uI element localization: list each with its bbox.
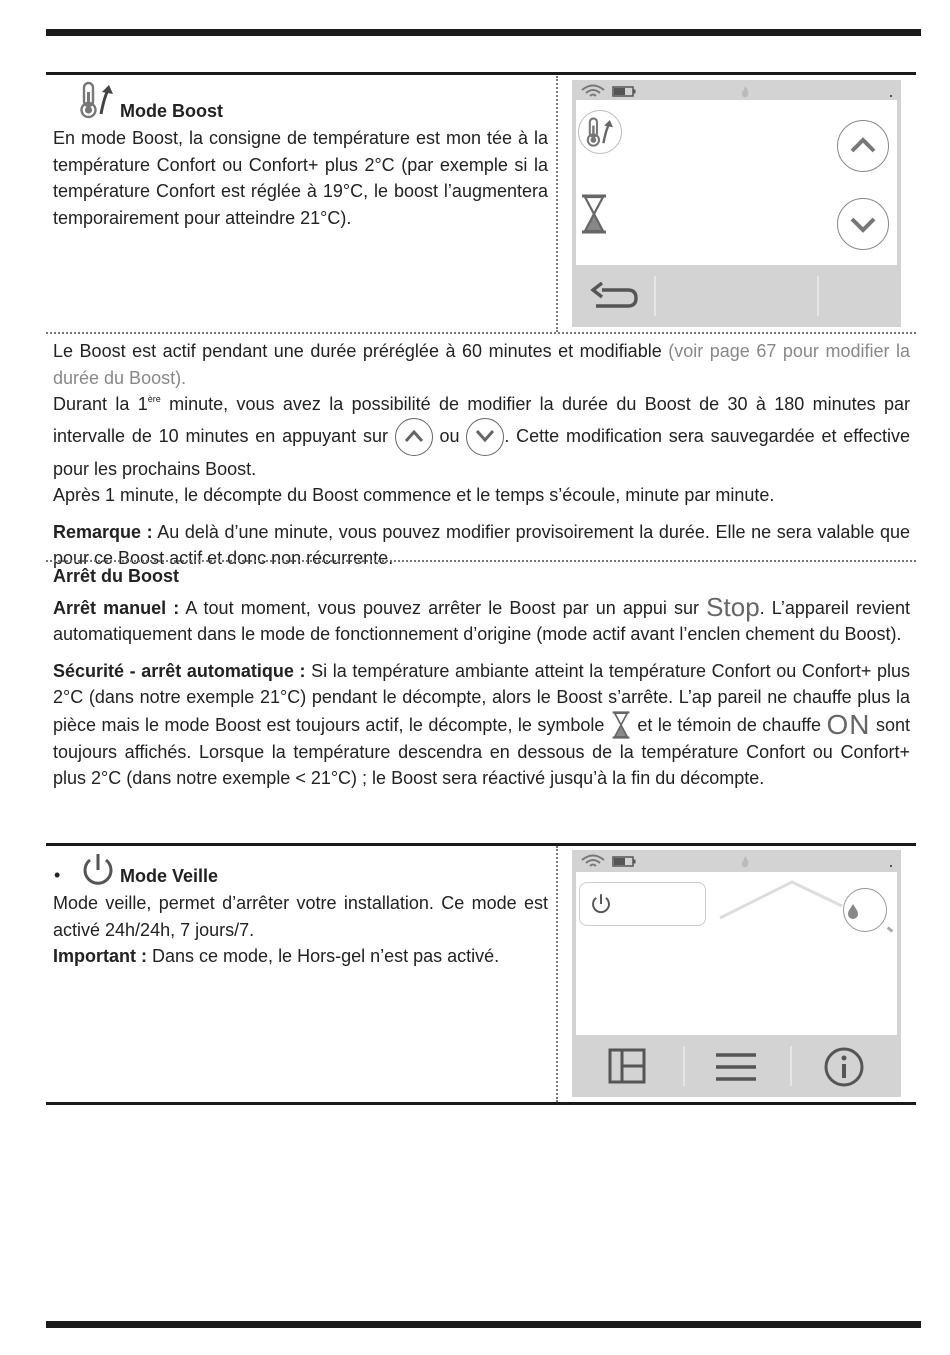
flame-icon — [740, 855, 750, 869]
battery-icon — [612, 856, 636, 867]
veille-description — [53, 890, 548, 970]
remark-text: Au delà d’une minute, vous pouvez modifier provisoirement la durée. Elle ne sera valable que pour ce Boost actif et donc non récurrente. — [53, 521, 910, 568]
veille-text: Mode veille, permet d’arrêter votre installation. Ce mode est activé 24h/24h, 7 jours/7. — [53, 893, 548, 940]
duration-text: Le Boost est actif pendant une durée préréglée à 60 minutes et modifiable — [53, 341, 669, 361]
boost-stop-block — [53, 563, 910, 792]
inline-up-button — [395, 418, 433, 456]
toolbar-divider — [654, 276, 656, 316]
screen-top-strip — [576, 100, 897, 102]
safety-text-3: sont toujours affichés. Lorsque la température descendra en dessous de la température Confort ou Confort+ plus 2°C (dans notre exemple < 21°C) ; le Boost sera réactivé jusqu’à la fin du décompte. — [53, 714, 910, 788]
hourglass-icon — [580, 194, 608, 234]
veille-important — [53, 943, 548, 970]
page-reference-link[interactable]: (voir page 67 pour modifier la durée du Boost). — [53, 341, 911, 388]
power-icon — [590, 893, 612, 915]
veille-bullet: • — [54, 865, 61, 885]
section-divider — [46, 560, 916, 562]
thermometer-arrow-icon — [585, 116, 617, 148]
stop-heading — [53, 563, 910, 590]
boost-title: Mode Boost — [120, 101, 223, 121]
toolbar-divider — [683, 1046, 685, 1086]
stop-heading-text: Arrêt du Boost — [53, 566, 179, 586]
section-boost-top-border — [46, 72, 916, 75]
section-boost-bottom-border — [46, 332, 916, 334]
section-boost-column-divider — [556, 76, 558, 332]
first-minute-paragraph — [53, 391, 910, 482]
boost-intro — [53, 125, 548, 231]
increase-button[interactable] — [837, 120, 889, 172]
manual-stop-text: A tout moment, vous pouvez arrêter le Boost par un appui sur — [179, 597, 707, 618]
manual-stop-paragraph — [53, 591, 911, 648]
important-label: Important : — [53, 946, 147, 966]
droplet-icon — [847, 903, 859, 919]
toolbar-divider — [817, 276, 819, 316]
menu-icon[interactable] — [715, 1052, 757, 1082]
countdown-paragraph: Après 1 minute, le décompte du Boost commence et le temps s’écoule, minute par minute. — [53, 485, 775, 505]
status-dot — [890, 865, 892, 867]
duration-paragraph — [53, 338, 910, 391]
toolbar-divider — [790, 1046, 792, 1086]
power-icon — [80, 852, 116, 888]
ordinal-suffix: ère — [147, 394, 161, 404]
manual-stop-text-2: . L’appareil revient automatiquement dans le mode de fonctionnement d’origine (mode actif avant l’enclen chement du Boost). — [53, 597, 911, 644]
boost-device-screen — [572, 80, 901, 327]
info-icon[interactable] — [823, 1046, 865, 1088]
inline-down-button — [466, 418, 504, 456]
section-veille-bottom-border — [46, 1102, 916, 1105]
bottom-rule — [46, 1321, 921, 1328]
remark-label: Remarque : — [53, 521, 153, 542]
wifi-icon — [580, 84, 606, 98]
chevron-down-icon — [849, 214, 877, 236]
veille-device-screen — [572, 850, 901, 1097]
floor-plan-icon[interactable] — [608, 1048, 646, 1084]
status-dot — [890, 95, 892, 97]
first-minute-text-3: . Cette modification sera sauvegardée et effective pour les prochains Boost. — [53, 425, 910, 479]
boost-intro-text: En mode Boost, la consigne de température est mon tée à la température Confort ou Confort+ plus 2°C (par exemple si la température Confort est réglée à 19°C, le boost l’augmentera temporairement pour atteindre 21°C). — [53, 128, 548, 228]
chevron-down-icon — [475, 428, 495, 444]
safety-stop-label: Sécurité - arrêt automatique : — [53, 660, 306, 681]
decrease-button[interactable] — [837, 198, 889, 250]
boost-mode-badge — [578, 110, 622, 154]
hourglass-icon — [610, 711, 632, 739]
return-arrow-icon[interactable] — [590, 282, 640, 312]
house-outline — [718, 878, 843, 923]
first-minute-text: Durant la 1 — [53, 394, 148, 414]
humidity-dial[interactable] — [843, 888, 887, 932]
thermometer-arrow-icon — [78, 80, 118, 120]
safety-text: Si la température ambiante atteint la température Confort ou Confort+ plus 2°C (dans notre exemple 21°C) pendant le décompte, alors le Boost s’arrête. L’ap pareil ne chauffe plus la pièce mais le mode Boost est toujours actif, le décompte, le symbole — [53, 660, 911, 735]
manual-stop-label: Arrêt manuel : — [53, 597, 180, 618]
wifi-icon — [580, 854, 606, 868]
boost-duration-block — [53, 338, 910, 572]
or-text: ou — [432, 425, 467, 446]
battery-icon — [612, 86, 636, 97]
section-veille-top-border — [46, 843, 916, 846]
chevron-up-icon — [849, 134, 877, 156]
veille-title: Mode Veille — [120, 866, 219, 886]
first-minute-text-2: minute, vous avez la possibilité de modifier la durée du Boost de 30 à 180 minutes par intervalle de 10 minutes en appuyant sur — [53, 394, 910, 446]
heating-indicator-label: ON — [826, 708, 871, 740]
section-veille-column-divider — [556, 846, 558, 1102]
top-rule — [46, 29, 921, 36]
flame-icon — [740, 85, 750, 99]
safety-stop-paragraph — [53, 658, 910, 792]
safety-text-2: et le témoin de chauffe — [631, 714, 827, 735]
stop-button-label: Stop — [706, 591, 760, 622]
standby-mode-box[interactable] — [579, 882, 706, 926]
important-text: Dans ce mode, le Hors-gel n’est pas activé. — [147, 946, 500, 966]
chevron-up-icon — [404, 428, 424, 444]
